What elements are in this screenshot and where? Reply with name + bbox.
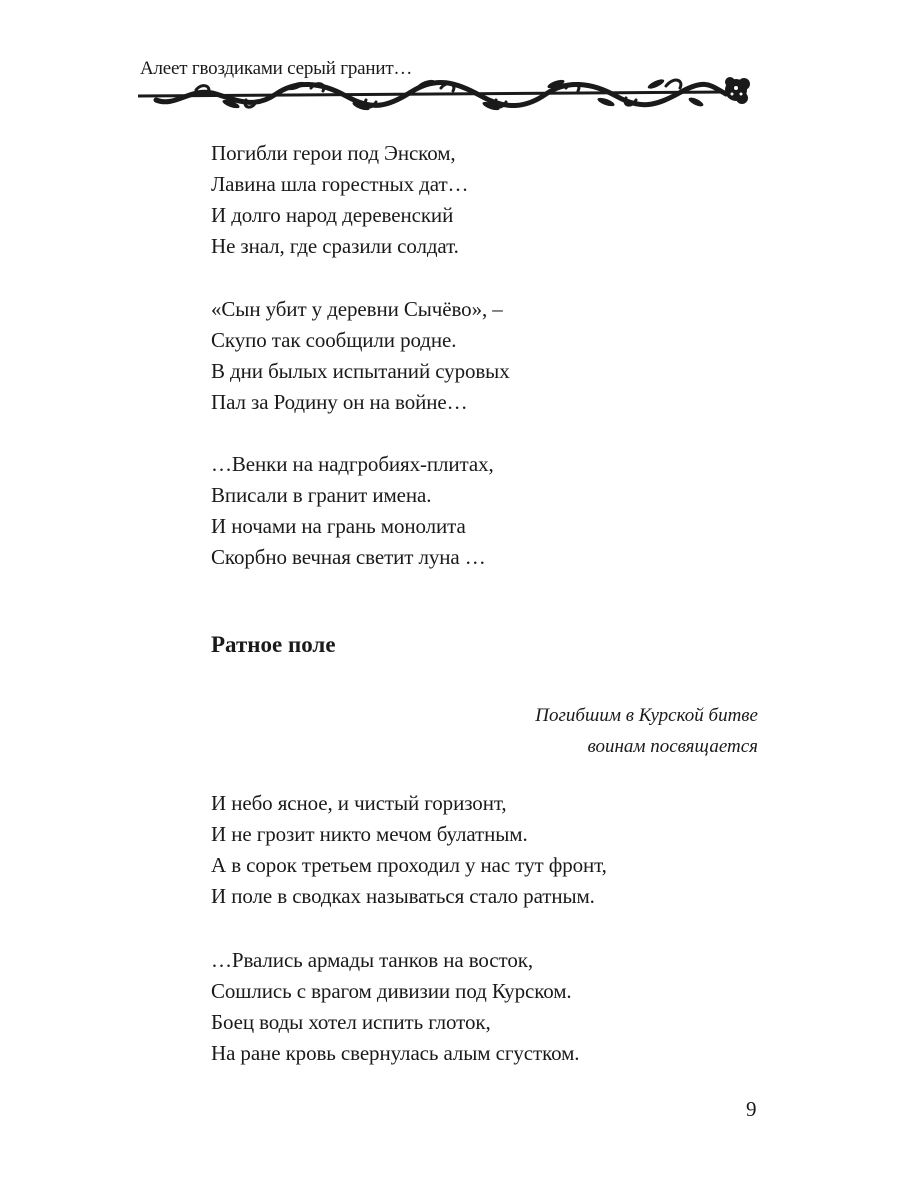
dedication-line: Погибшим в Курской битве bbox=[535, 705, 758, 726]
poem-line: Лавина шла горестных дат… bbox=[211, 172, 469, 196]
stanza bbox=[211, 788, 607, 912]
stanza bbox=[211, 294, 510, 418]
page-number: 9 bbox=[746, 1097, 757, 1121]
poem-line: «Сын убит у деревни Сычёво», – bbox=[211, 297, 503, 321]
poem-line: Скорбно вечная светит луна … bbox=[211, 545, 486, 569]
stanza bbox=[211, 138, 468, 262]
poem-line: Не знал, где сразили солдат. bbox=[211, 234, 459, 258]
poem-line: Пал за Родину он на войне… bbox=[211, 390, 468, 414]
poem-line: Скупо так сообщили родне. bbox=[211, 328, 457, 352]
dedication-line: воинам посвящается bbox=[587, 736, 758, 757]
poem-line: …Рвались армады танков на восток, bbox=[211, 948, 533, 972]
poem-line: Вписали в гранит имена. bbox=[211, 483, 432, 507]
poem-line: На ране кровь свернулась алым сгустком. bbox=[211, 1041, 580, 1065]
poem-line: И поле в сводках называться стало ратным. bbox=[211, 884, 595, 908]
vine-with-carnation-ornament-icon bbox=[136, 72, 754, 116]
poem-line: Боец воды хотел испить глоток, bbox=[211, 1010, 491, 1034]
poem-line: Сошлись с врагом дивизии под Курском. bbox=[211, 979, 572, 1003]
running-head: Алеет гвоздиками серый гранит… bbox=[140, 58, 413, 79]
poem-line: И небо ясное, и чистый горизонт, bbox=[211, 791, 507, 815]
poem-line: И ночами на грань монолита bbox=[211, 514, 466, 538]
stanza bbox=[211, 945, 579, 1069]
dedication bbox=[535, 700, 758, 762]
poem-line: Погибли герои под Энском, bbox=[211, 141, 456, 165]
poem-line: …Венки на надгробиях-плитах, bbox=[211, 452, 494, 476]
poem-title: Ратное поле bbox=[211, 632, 336, 657]
poem-line: И не грозит никто мечом булатным. bbox=[211, 822, 528, 846]
poem-line: В дни былых испытаний суровых bbox=[211, 359, 510, 383]
stanza bbox=[211, 449, 494, 573]
poem-line: А в сорок третьем проходил у нас тут фронт, bbox=[211, 853, 607, 877]
poem-line: И долго народ деревенский bbox=[211, 203, 454, 227]
